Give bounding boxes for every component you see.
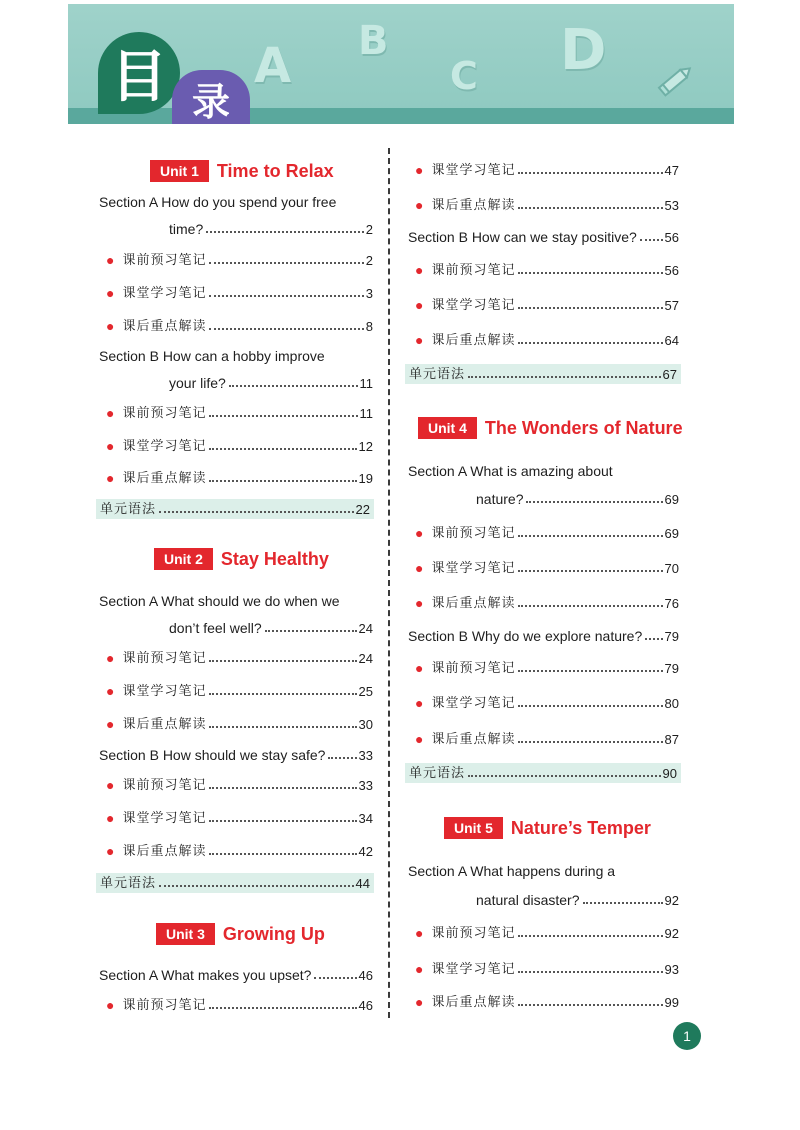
- toc-line: Section A What should we do when we: [99, 593, 340, 609]
- unit-5-heading: [444, 817, 651, 839]
- toc-entry[interactable]: Section B How can we stay positive? 56: [408, 229, 679, 245]
- toc-entry[interactable]: nature? 69: [476, 491, 679, 507]
- toc-entry[interactable]: ● 课堂学习笔记 3: [106, 285, 373, 301]
- toc-grammar-entry[interactable]: 单元语法 44: [96, 873, 374, 893]
- toc-entry[interactable]: ● 课堂学习笔记 12: [106, 438, 373, 454]
- toc-grammar-entry[interactable]: 单元语法 90: [405, 763, 681, 783]
- toc-entry[interactable]: ● 课后重点解读 87: [415, 731, 679, 747]
- toc-entry[interactable]: ● 课堂学习笔记 47: [415, 162, 679, 178]
- header-stripe: [68, 108, 734, 124]
- unit-2-title: Stay Healthy: [220, 548, 329, 569]
- toc-entry[interactable]: ● 课后重点解读 99: [415, 994, 679, 1010]
- toc-entry[interactable]: ● 课后重点解读 53: [415, 197, 679, 213]
- toc-entry[interactable]: ● 课堂学习笔记 80: [415, 695, 679, 711]
- toc-entry[interactable]: time? 2: [169, 221, 373, 237]
- toc-entry[interactable]: ● 课堂学习笔记 34: [106, 810, 373, 826]
- toc-entry[interactable]: ● 课后重点解读 30: [106, 716, 373, 732]
- toc-entry[interactable]: ● 课堂学习笔记 93: [415, 961, 679, 977]
- toc-line: Section A How do you spend your free: [99, 194, 337, 210]
- decor-letter-c: C: [450, 54, 478, 98]
- toc-entry[interactable]: don’t feel well? 24: [169, 620, 373, 636]
- toc-entry[interactable]: Section A What makes you upset? 46: [99, 967, 373, 983]
- unit-5-tag: Unit 5: [444, 817, 503, 839]
- toc-entry[interactable]: ● 课后重点解读 76: [415, 595, 679, 611]
- unit-3-tag: Unit 3: [156, 923, 215, 945]
- unit-5-title: Nature’s Temper: [510, 817, 651, 838]
- unit-3-title: Growing Up: [222, 923, 325, 944]
- toc-entry[interactable]: ● 课前预习笔记 11: [106, 405, 373, 421]
- toc-entry[interactable]: Section B Why do we explore nature? 79: [408, 628, 679, 644]
- toc-entry[interactable]: ● 课后重点解读 42: [106, 843, 373, 859]
- toc-entry[interactable]: natural disaster? 92: [476, 892, 679, 908]
- toc-entry[interactable]: ● 课前预习笔记 24: [106, 650, 373, 666]
- toc-line: Section A What is amazing about: [408, 463, 613, 479]
- toc-grammar-entry[interactable]: 单元语法 22: [96, 499, 374, 519]
- toc-entry[interactable]: ● 课前预习笔记 92: [415, 925, 679, 941]
- toc-entry[interactable]: ● 课前预习笔记 56: [415, 262, 679, 278]
- toc-entry[interactable]: ● 课堂学习笔记 25: [106, 683, 373, 699]
- page-number: 1: [673, 1022, 701, 1050]
- unit-4-title: The Wonders of Nature: [484, 417, 683, 438]
- pencil-icon: [656, 60, 696, 100]
- toc-entry[interactable]: ● 课前预习笔记 2: [106, 252, 373, 268]
- unit-1-heading: [150, 160, 334, 182]
- decor-letter-b: B: [358, 18, 389, 64]
- toc-entry[interactable]: ● 课后重点解读 19: [106, 470, 373, 486]
- toc-line: Section B How can a hobby improve: [99, 348, 325, 364]
- unit-4-heading: [418, 417, 683, 439]
- toc-entry[interactable]: ● 课前预习笔记 69: [415, 525, 679, 541]
- toc-entry[interactable]: ● 课后重点解读 64: [415, 332, 679, 348]
- toc-grammar-entry[interactable]: 单元语法 67: [405, 364, 681, 384]
- header-banner: [68, 4, 734, 124]
- toc-entry[interactable]: ● 课前预习笔记 79: [415, 660, 679, 676]
- toc-entry[interactable]: ● 课前预习笔记 33: [106, 777, 373, 793]
- decor-letter-a: A: [254, 38, 292, 94]
- decor-letter-d: D: [560, 18, 607, 83]
- column-divider: [388, 148, 390, 1018]
- toc-entry[interactable]: ● 课堂学习笔记 57: [415, 297, 679, 313]
- title-char-1: 目: [98, 32, 180, 114]
- toc-line: Section A What happens during a: [408, 863, 616, 879]
- toc-entry[interactable]: ● 课堂学习笔记 70: [415, 560, 679, 576]
- unit-2-heading: [154, 548, 329, 570]
- unit-2-tag: Unit 2: [154, 548, 213, 570]
- unit-1-title: Time to Relax: [216, 160, 334, 181]
- toc-entry[interactable]: ● 课前预习笔记 46: [106, 997, 373, 1013]
- unit-1-tag: Unit 1: [150, 160, 209, 182]
- toc-entry[interactable]: ● 课后重点解读 8: [106, 318, 373, 334]
- unit-4-tag: Unit 4: [418, 417, 477, 439]
- toc-entry[interactable]: your life? 11: [169, 375, 373, 391]
- unit-3-heading: [156, 923, 325, 945]
- title-char-2: 录: [172, 70, 250, 124]
- toc-entry[interactable]: Section B How should we stay safe? 33: [99, 747, 373, 763]
